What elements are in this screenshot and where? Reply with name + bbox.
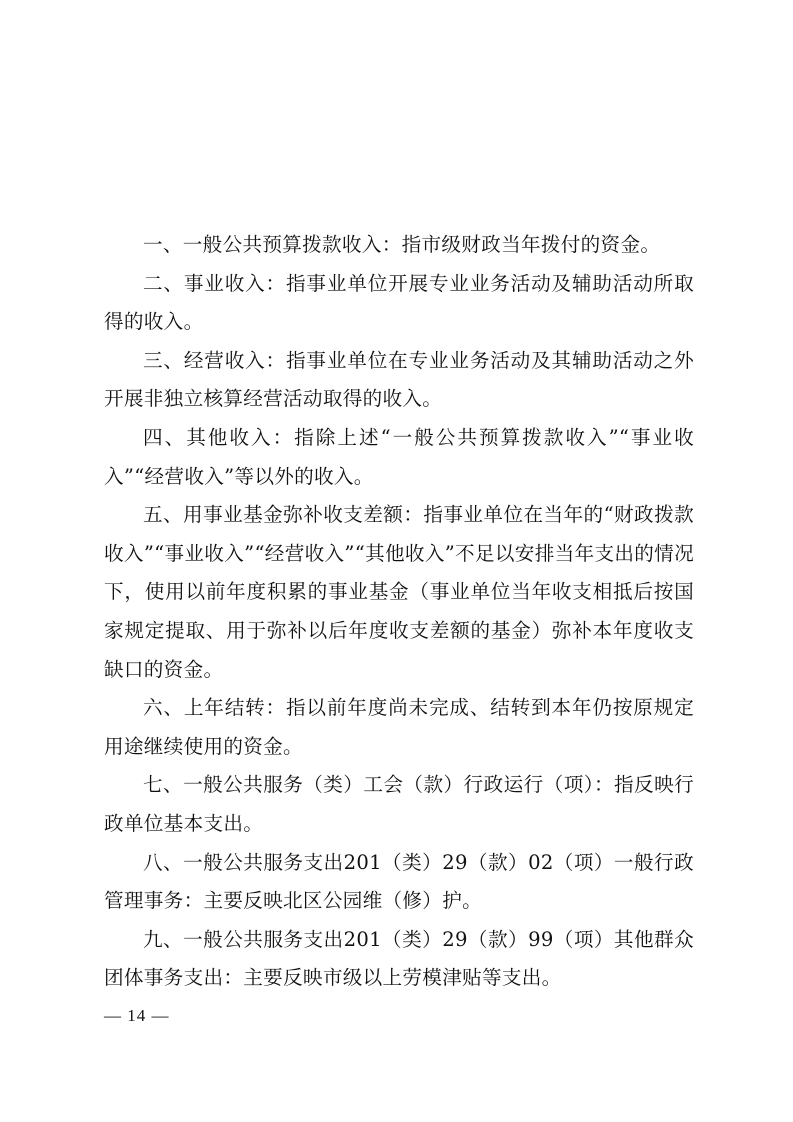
paragraph-4: 四、其他收入：指除上述“一般公共预算拨款收入”“事业收入”“经营收入”等以外的收入。 — [104, 425, 694, 488]
paragraph-6: 六、上年结转：指以前年度尚未完成、结转到本年仍按原规定用途继续使用的资金。 — [104, 696, 694, 758]
paragraph-9: 九、一般公共服务支出201（类）29（款）99（项）其他群众团体事务支出：主要反映市级以上劳模津贴等支出。 — [104, 927, 694, 990]
paragraph-7: 七、一般公共服务（类）工会（款）行政运行（项）：指反映行政单位基本支出。 — [104, 773, 694, 835]
paragraph-8: 八、一般公共服务支出201（类）29（款）02（项）一般行政管理事务：主要反映北区公园维（修）护。 — [104, 850, 694, 913]
paragraph-3: 三、经营收入：指事业单位在专业业务活动及其辅助活动之外开展非独立核算经营活动取得的收入。 — [104, 348, 694, 411]
paragraph-1: 一、一般公共预算拨款收入：指市级财政当年拨付的资金。 — [143, 233, 661, 256]
paragraph-5: 五、用事业基金弥补收支差额：指事业单位在当年的“财政拨款收入”“事业收入”“经营收入”“其他收入”不足以安排当年支出的情况下，使用以前年度积累的事业基金（事业单位当年收支相抵后按国家规定提取、用于弥补以后年度收支差额的基金）弥补本年度收支缺口的资金。 — [104, 503, 694, 681]
document-body — [104, 226, 694, 998]
page-number: — 14 — — [104, 1006, 170, 1025]
paragraph-2: 二、事业收入：指事业单位开展专业业务活动及辅助活动所取得的收入。 — [104, 271, 694, 334]
